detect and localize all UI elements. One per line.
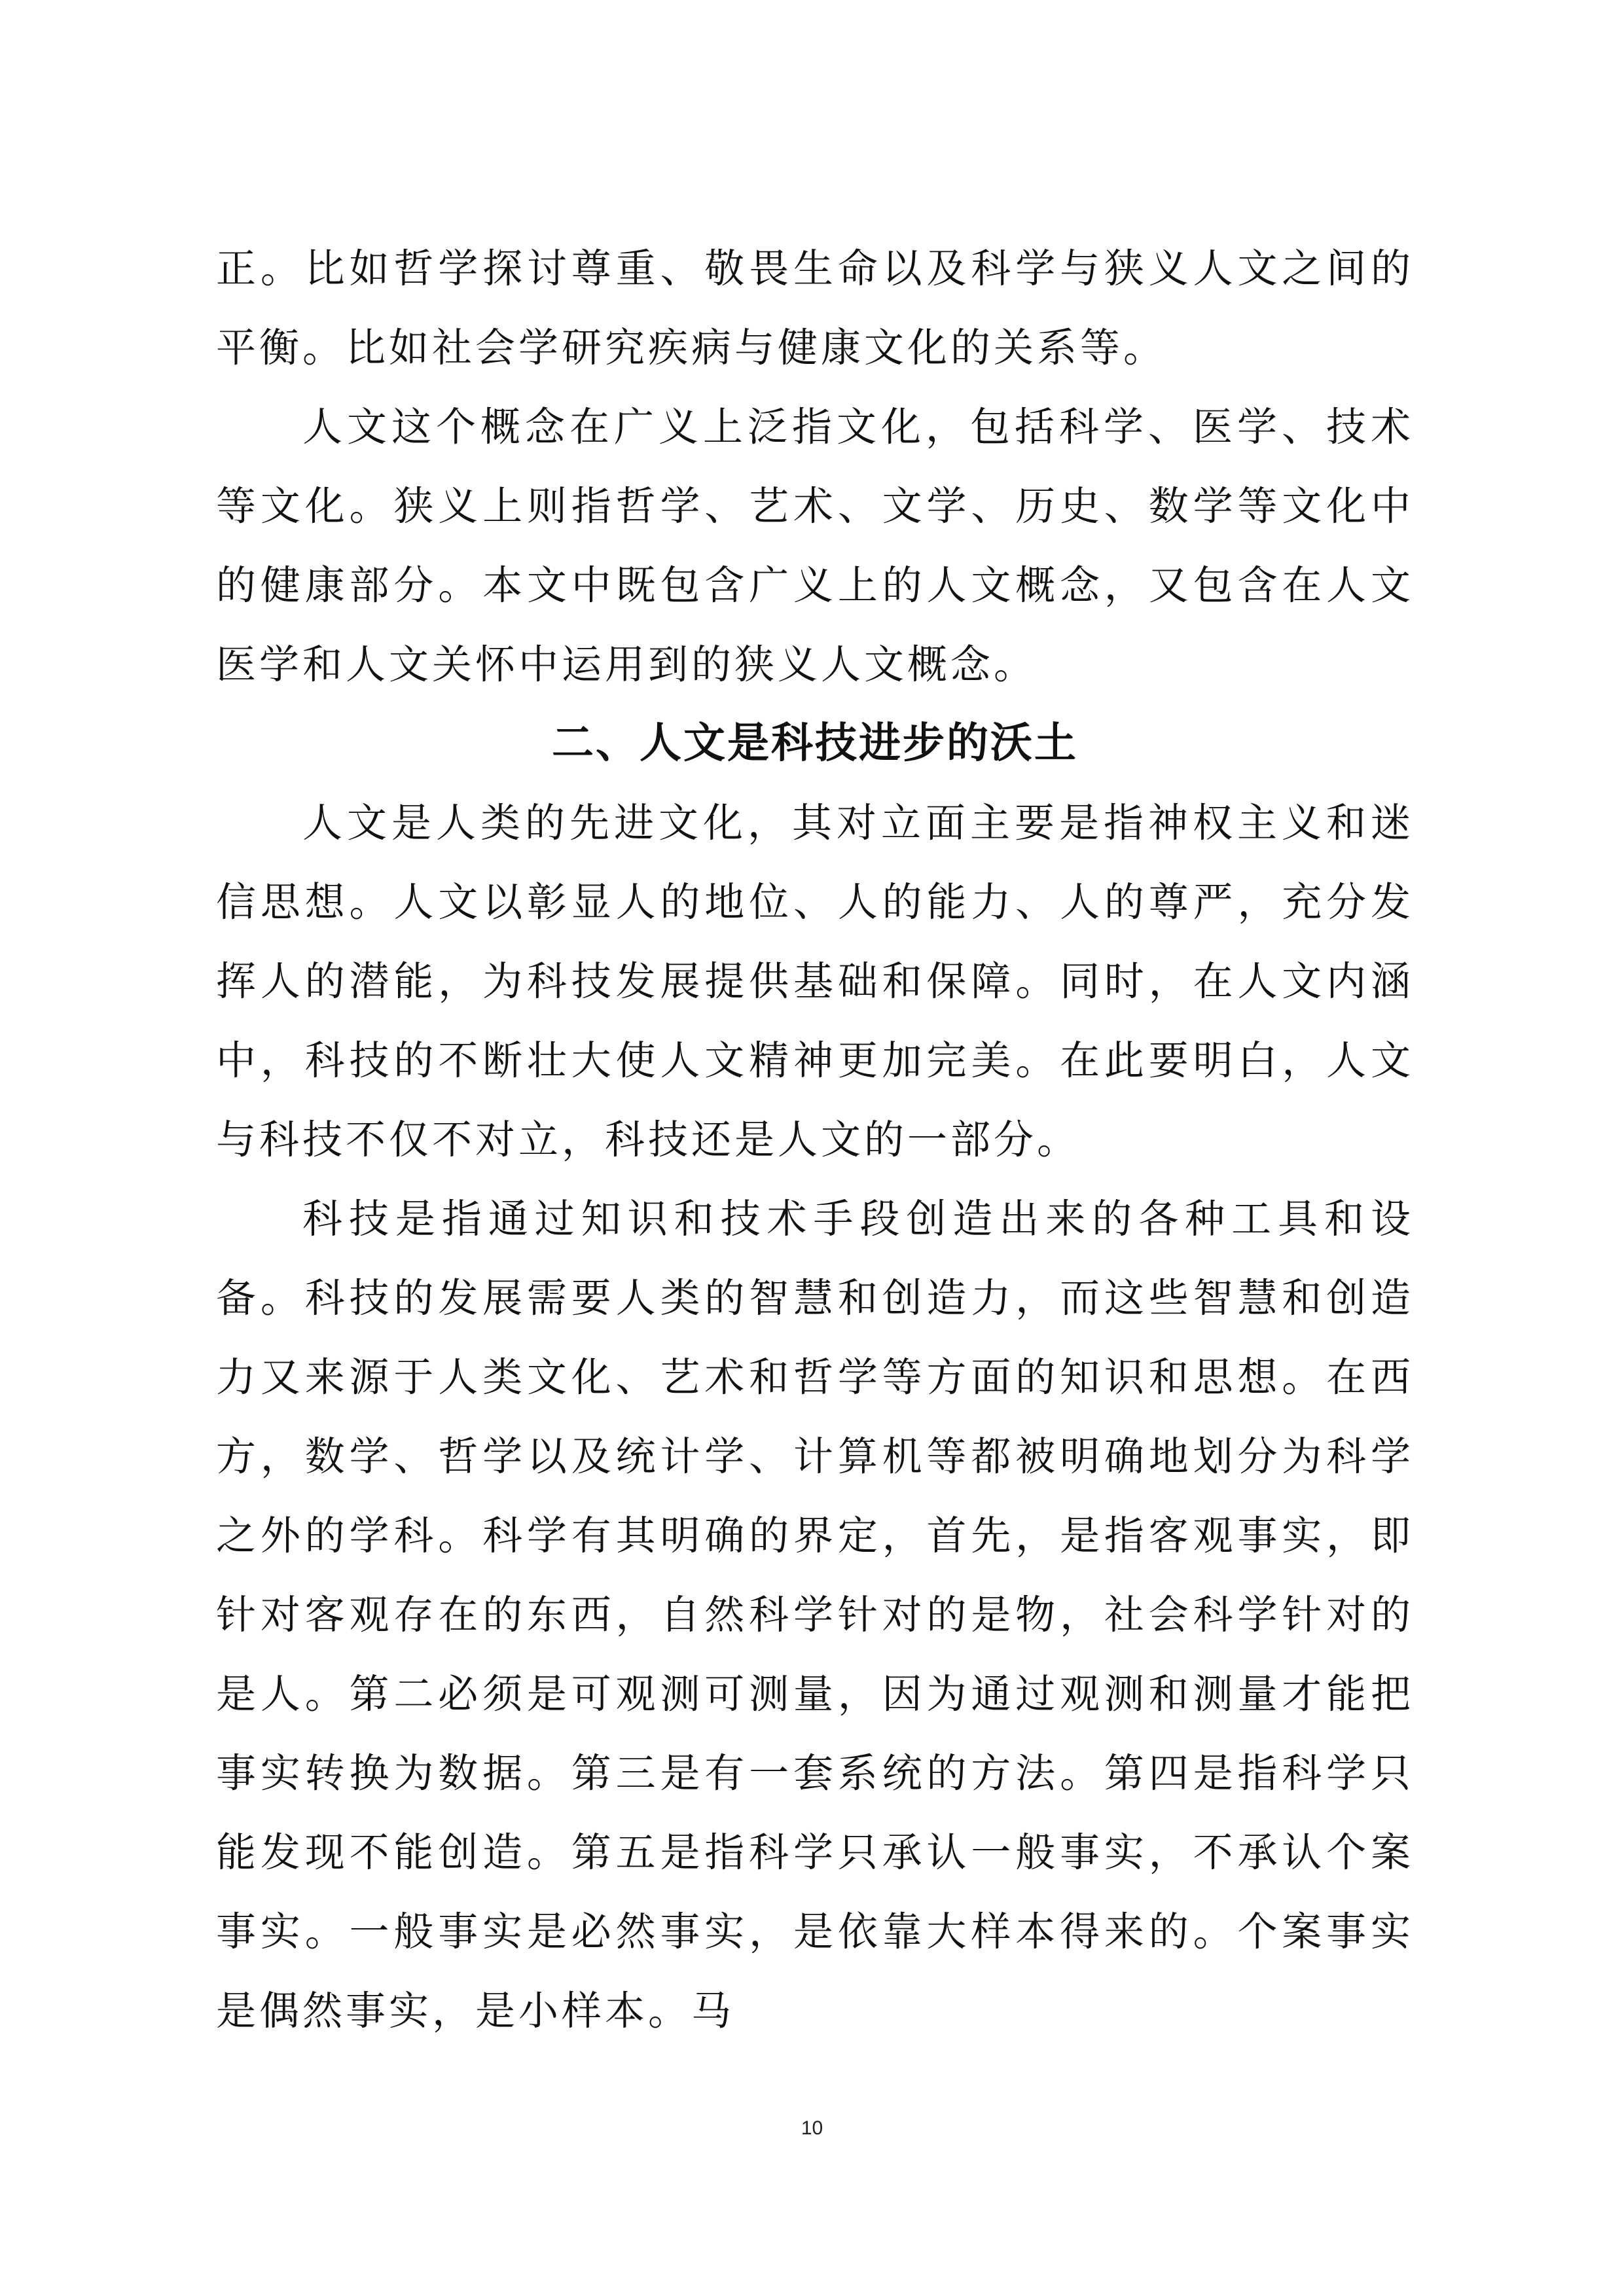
section-heading: 二、人文是科技进步的沃土 [552, 719, 1078, 768]
paragraph-continuation: 正。比如哲学探讨尊重、敬畏生命以及科学与狭义人文之间的平衡。比如社会学研究疾病与健康文化的关系等。 [216, 245, 1414, 371]
paragraph-humanities-culture: 人文是人类的先进文化，其对立面主要是指神权主义和迷信思想。人文以彰显人的地位、人的能力、人的尊严，充分发挥人的潜能，为科技发展提供基础和保障。同时，在人文内涵中，科技的不断壮大使人文精神更加完美。在此要明白，人文与科技不仅不对立，科技还是人文的一部分。 [216, 800, 1414, 1163]
paragraph-technology-definition: 科技是指通过知识和技术手段创造出来的各种工具和设备。科技的发展需要人类的智慧和创造力，而这些智慧和创造力又来源于人类文化、艺术和哲学等方面的知识和思想。在西方，数学、哲学以及统计学、计算机等都被明确地划分为科学之外的学科。科学有其明确的界定，首先，是指客观事实，即针对客观存在的东西，自然科学针对的是物，社会科学针对的是人。第二必须是可观测可测量，因为通过观测和测量才能把事实转换为数据。第三是有一套系统的方法。第四是指科学只能发现不能创造。第五是指科学只承认一般事实，不承认个案事实。一般事实是必然事实，是依靠大样本得来的。个案事实是偶然事实，是小样本。马 [216, 1196, 1414, 2034]
page-number: 10 [801, 2117, 823, 2139]
document-body [216, 229, 1414, 2051]
paragraph-humanities-definition: 人文这个概念在广义上泛指文化，包括科学、医学、技术等文化。狭义上则指哲学、艺术、文学、历史、数学等文化中的健康部分。本文中既包含广义上的人文概念，又包含在人文医学和人文关怀中运用到的狭义人文概念。 [216, 404, 1414, 688]
